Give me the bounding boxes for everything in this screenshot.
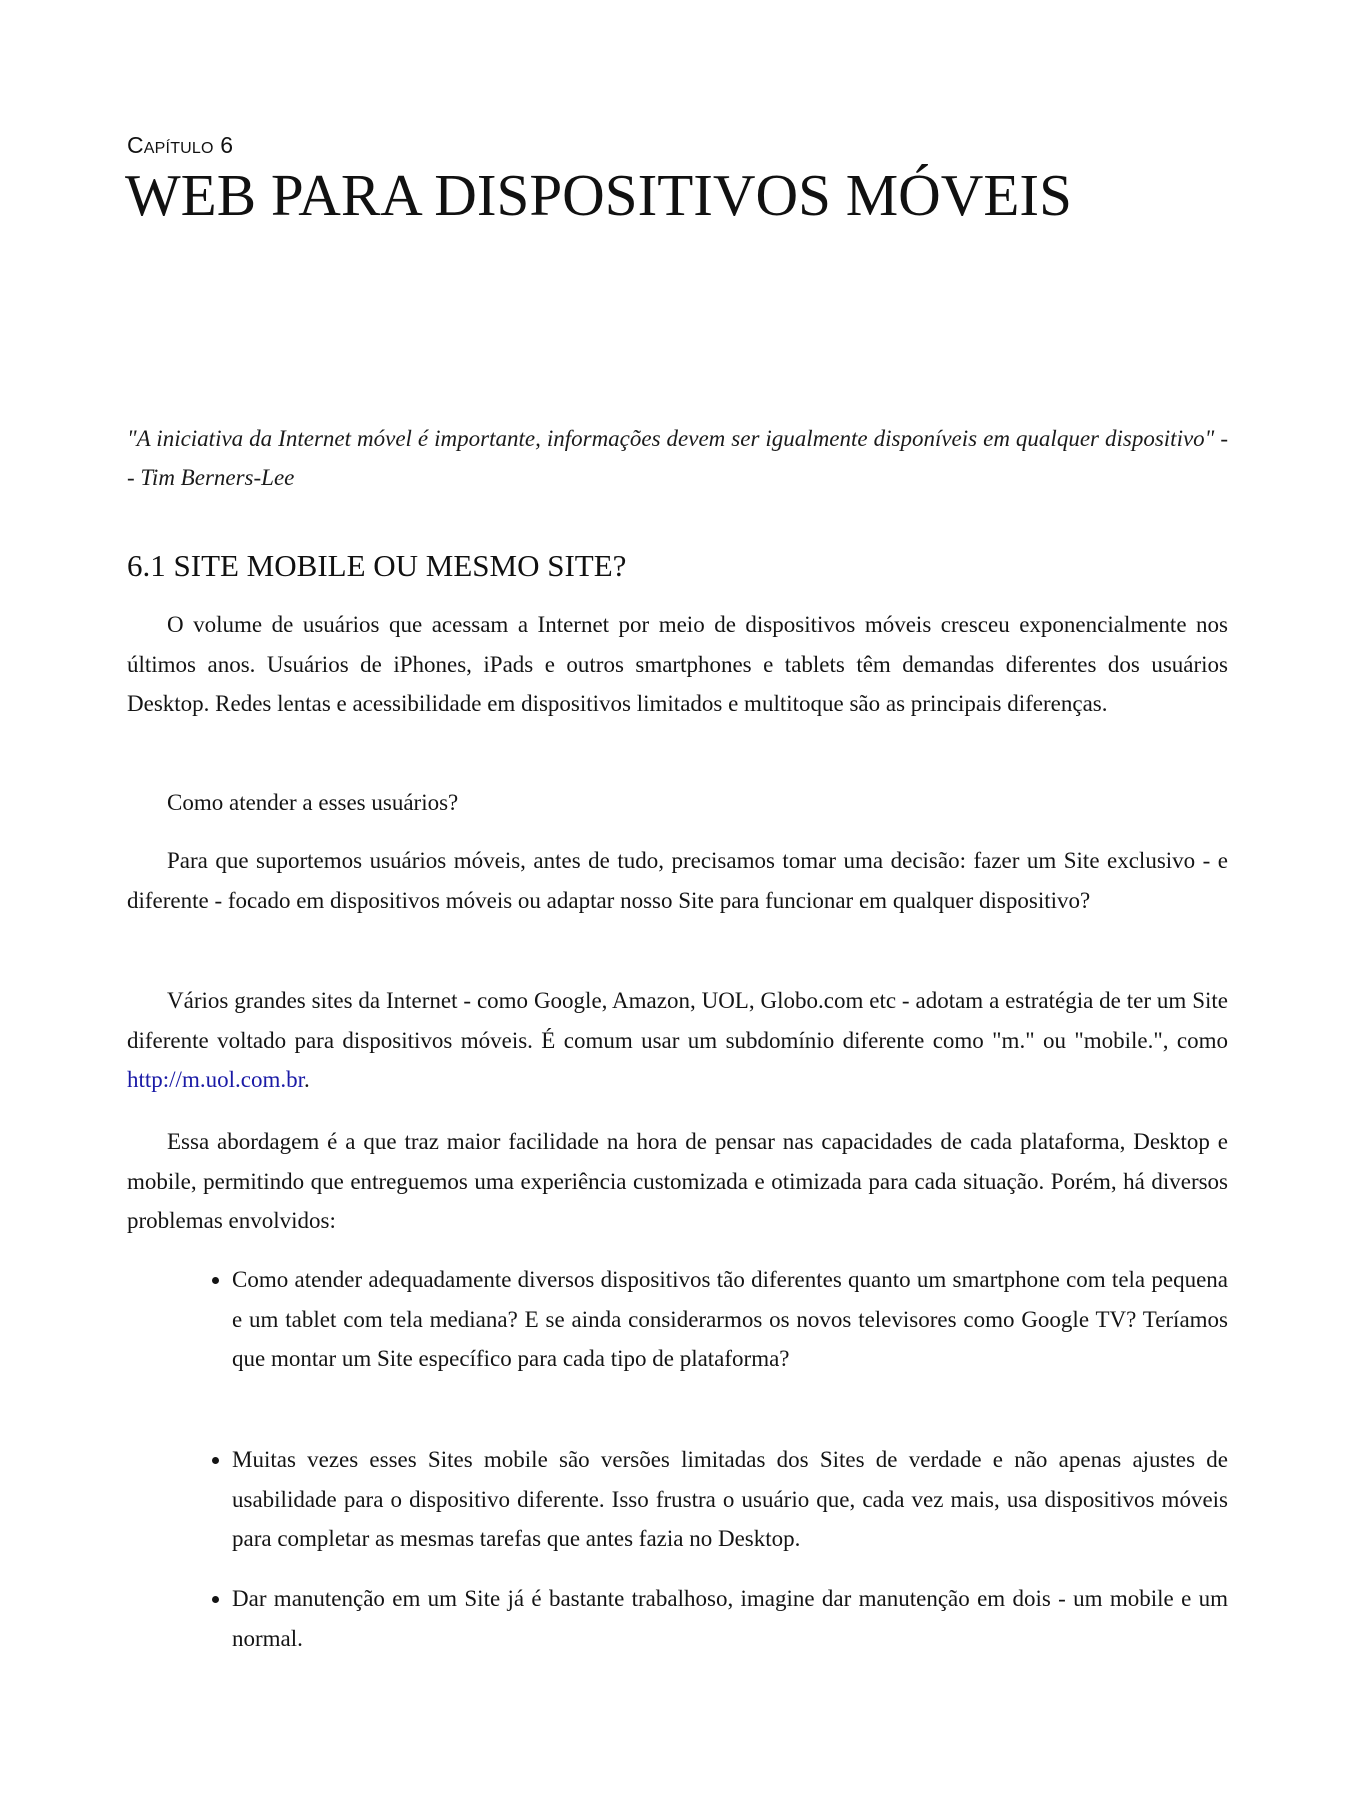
chapter-label: Capítulo 6 — [127, 132, 234, 158]
paragraph-intro: O volume de usuários que acessam a Internet por meio de dispositivos móveis cresceu exponencialmente nos últimos anos. Usuários de iPhones, iPads e outros smartphones e tablets têm demandas diferentes dos usuários Desktop. Redes lentas e acessibilidade em dispositivos limitados e multitoque são as principais diferenças. — [127, 612, 1228, 716]
section-heading: 6.1 SITE MOBILE OU MESMO SITE? — [127, 548, 627, 583]
paragraph-question: Como atender a esses usuários? — [167, 790, 459, 815]
list-item-text: Dar manutenção em um Site já é bastante trabalhoso, imagine dar manutenção em dois - um mobile e um normal. — [232, 1586, 1228, 1651]
bullet-icon — [212, 1277, 219, 1284]
paragraph-approach: Essa abordagem é a que traz maior facilidade na hora de pensar nas capacidades de cada plataforma, Desktop e mobile, permitindo que entreguemos uma experiência customizada e otimizada para cada situação. Porém, há diversos problemas envolvidos: — [127, 1129, 1228, 1233]
paragraph-decision: Para que suportemos usuários móveis, antes de tudo, precisamos tomar uma decisão: fazer um Site exclusivo - e diferente - focado em dispositivos móveis ou adaptar nosso Site para funcionar em qualquer dispositivo? — [127, 848, 1228, 913]
bullet-icon — [212, 1457, 219, 1464]
list-item — [232, 1440, 1228, 1559]
list-item-text: Muitas vezes esses Sites mobile são versões limitadas dos Sites de verdade e não apenas ajustes de usabilidade para o dispositivo diferente. Isso frustra o usuário que, cada vez mais, usa dispositivos móveis para completar as mesmas tarefas que antes fazia no Desktop. — [232, 1447, 1228, 1551]
paragraph-large-sites-end: . — [303, 1067, 310, 1092]
list-item — [232, 1260, 1228, 1379]
list-item-text: Como atender adequadamente diversos dispositivos tão diferentes quanto um smartphone com tela pequena e um tablet com tela mediana? E se ainda considerarmos os novos televisores como Google TV? Teríamos que montar um Site específico para cada tipo de plataforma? — [232, 1267, 1228, 1371]
chapter-title: WEB PARA DISPOSITIVOS MÓVEIS — [125, 162, 1072, 228]
uol-mobile-link[interactable]: http://m.uol.com.br — [127, 1067, 304, 1092]
epigraph-quote: "A iniciativa da Internet móvel é importante, informações devem ser igualmente disponíveis em qualquer dispositivo" -- Tim Berners-Lee — [127, 426, 1228, 490]
paragraph-large-sites — [127, 981, 1228, 1100]
bullet-icon — [212, 1596, 219, 1603]
paragraph-large-sites-text: Vários grandes sites da Internet - como Google, Amazon, UOL, Globo.com etc - adotam a estratégia de ter um Site diferente voltado para dispositivos móveis. É comum usar um subdomínio diferente como "m." ou "mobile.", como — [127, 988, 1228, 1053]
list-item — [232, 1579, 1228, 1658]
